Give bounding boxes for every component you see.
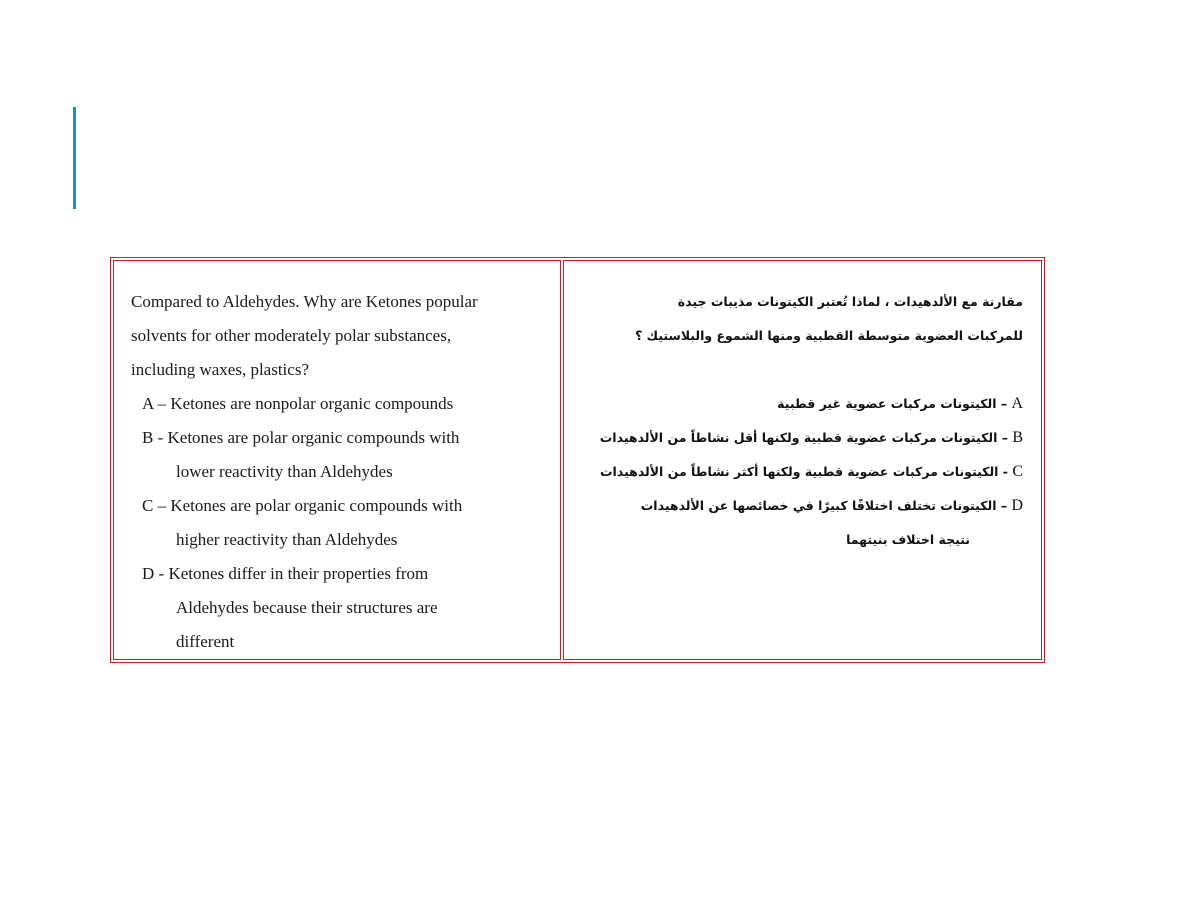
english-question-cell (113, 260, 561, 660)
arabic-question-line-1: مقارنة مع الألدهيدات ، لماذا تُعتبر الكيتونات مذيبات جيدة (677, 294, 1023, 309)
option-a: A – Ketones are nonpolar organic compounds (142, 394, 454, 413)
option-d-continuation-2: different (176, 632, 235, 651)
option-b: B - Ketones are polar organic compounds with (142, 428, 460, 447)
arabic-option-c-text: - الكيتونات مركبات عضوية قطبية ولكنها أكثر نشاطاً من الألدهيدات (600, 464, 1013, 479)
arabic-option-d (564, 489, 1023, 523)
option-d-continuation-1: Aldehydes because their structures are (176, 598, 438, 617)
arabic-option-a-text: – الكيتونات مركبات عضوية غير قطبية (777, 396, 1012, 411)
arabic-question-line-2: للمركبات العضوية متوسطة القطبية ومنها الشموع والبلاستيك ؟ (635, 328, 1023, 343)
arabic-option-d-continuation: نتيجة اختلاف بنيتهما (846, 532, 970, 547)
arabic-spacer (564, 353, 1023, 387)
question-text-line-3: including waxes, plastics? (131, 360, 309, 379)
arabic-question-cell (563, 260, 1042, 660)
question-text-line-2: solvents for other moderately polar substances, (131, 326, 452, 345)
arabic-option-a-letter: A (1011, 395, 1023, 412)
option-d: D - Ketones differ in their properties from (142, 564, 429, 583)
title-accent-bar (73, 107, 76, 209)
arabic-option-d-letter: D (1011, 497, 1023, 514)
arabic-option-a (564, 387, 1023, 421)
arabic-option-b (564, 421, 1023, 455)
arabic-option-d-text: – الكيتونات تختلف اختلافًا كبيرًا في خصائصها عن الألدهيدات (640, 498, 1012, 513)
option-c: C – Ketones are polar organic compounds with (142, 496, 463, 515)
question-text-line-1: Compared to Aldehydes. Why are Ketones popular (131, 292, 478, 311)
arabic-option-c-letter: C (1012, 463, 1023, 480)
question-table (110, 257, 1045, 663)
arabic-option-c (564, 455, 1023, 489)
arabic-option-b-letter: B (1012, 429, 1023, 446)
option-c-continuation: higher reactivity than Aldehydes (176, 530, 398, 549)
option-b-continuation: lower reactivity than Aldehydes (176, 462, 393, 481)
arabic-option-b-text: – الكيتونات مركبات عضوية قطبية ولكنها أقل نشاطاً من الألدهيدات (599, 430, 1013, 445)
